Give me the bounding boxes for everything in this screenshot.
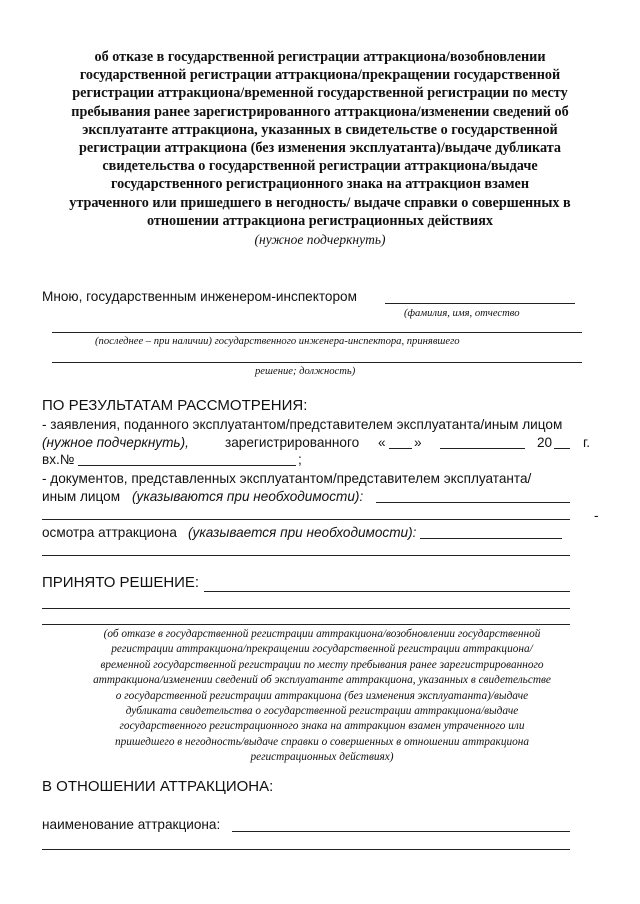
- inspector-label: Мною, государственным инженером-инспектором: [42, 289, 357, 304]
- inspection-note: (указывается при необходимости):: [188, 525, 417, 540]
- decision-note-line: временной государственной регистрации по месту пребывания ранее зарегистрированного: [100, 658, 544, 671]
- application-note: (нужное подчеркнуть),: [42, 435, 189, 450]
- inspector-line-2[interactable]: [52, 332, 582, 333]
- title-line: государственного регистрационного знака на аттракцион взамен: [110, 176, 530, 193]
- decision-note: [52, 627, 592, 766]
- title-line: свидетельства о государственной регистрации аттракциона/выдаче: [102, 158, 538, 175]
- inspection-label: осмотра аттракциона: [42, 525, 177, 540]
- inspector-name-field[interactable]: [385, 303, 575, 304]
- inspection-field[interactable]: [420, 538, 562, 539]
- semicolon: ;: [298, 452, 302, 467]
- inspector-caption-1: (фамилия, имя, отчество: [404, 308, 520, 319]
- inspector-caption-2: (последнее – при наличии) государственного инженера-инспектора, принявшего: [95, 336, 460, 347]
- inspector-caption-3: решение; должность): [255, 366, 356, 377]
- incoming-number-label: вх.№: [42, 452, 75, 467]
- day-field[interactable]: [389, 448, 412, 449]
- year-suffix: г.: [583, 435, 591, 450]
- documents-line: - документов, представленных эксплуатантом/представителем эксплуатанта/: [42, 471, 532, 486]
- attraction-name-field-2[interactable]: [42, 849, 570, 850]
- title-line: регистрации аттракциона (без изменения эксплуатанта)/выдаче дубликата: [79, 140, 561, 157]
- registered-label: зарегистрированного: [225, 435, 360, 450]
- decision-field-1[interactable]: [204, 591, 570, 592]
- decision-field-3[interactable]: [42, 624, 570, 625]
- document-title: [40, 48, 600, 230]
- decision-note-line: (об отказе в государственной регистрации аттракциона/возобновлении государственной: [103, 628, 541, 640]
- title-line: отношении аттракциона регистрационных действиях: [146, 212, 493, 229]
- title-line: эксплуатанте аттракциона, указанных в свидетельстве о государственной: [82, 121, 558, 138]
- title-note: (нужное подчеркнуть): [254, 232, 386, 247]
- decision-field-2[interactable]: [42, 608, 570, 609]
- title-line: об отказе в государственной регистрации аттракциона/возобновлении: [94, 49, 546, 65]
- title-line: пребывания ранее зарегистрированного аттракциона/изменении сведений об: [71, 103, 569, 120]
- quote-open: «: [378, 435, 386, 450]
- title-line: регистрации аттракциона/временной государственной регистрации по месту: [72, 85, 568, 102]
- review-heading: ПО РЕЗУЛЬТАТАМ РАССМОТРЕНИЯ:: [42, 397, 308, 414]
- quote-close: »: [414, 435, 422, 450]
- documents-label: иным лицом: [42, 489, 121, 504]
- decision-heading: ПРИНЯТО РЕШЕНИЕ:: [42, 574, 200, 591]
- attraction-heading: В ОТНОШЕНИИ АТТРАКЦИОНА:: [42, 778, 274, 795]
- inspector-line-3[interactable]: [52, 362, 582, 363]
- attraction-name-field[interactable]: [232, 831, 570, 832]
- inspection-field-2[interactable]: [42, 555, 570, 556]
- title-line: утраченного или пришедшего в негодность/ выдаче справки о совершенных в: [69, 194, 571, 211]
- documents-note: (указываются при необходимости):: [132, 489, 364, 504]
- title-line: государственной регистрации аттракциона/прекращении государственной: [79, 67, 561, 84]
- documents-field[interactable]: [376, 502, 570, 503]
- month-field[interactable]: [440, 448, 525, 449]
- decision-note-line: регистрации аттракциона/прекращении государственной регистрации аттракциона/: [111, 643, 533, 656]
- decision-note-line: о государственной регистрации аттракциона (без изменения эксплуатанта)/выдаче: [115, 689, 529, 702]
- decision-note-line: государственного регистрационного знака на аттракцион взамен утраченного или: [119, 720, 525, 733]
- decision-note-line: аттракциона/изменении сведений об эксплуатанте аттракциона, указанных в свидетельстве: [93, 674, 551, 687]
- incoming-number-field[interactable]: [78, 465, 296, 466]
- documents-field-2[interactable]: [42, 519, 570, 520]
- stray-dash: -: [594, 508, 599, 523]
- decision-note-line: регистрационных действиях): [250, 751, 394, 764]
- decision-note-line: пришедшего в негодность/выдаче справки о совершенных в отношении аттракциона: [114, 735, 530, 748]
- application-line: - заявления, поданного эксплуатантом/представителем эксплуатанта/иным лицом: [42, 417, 563, 432]
- year-field[interactable]: [554, 448, 570, 449]
- decision-note-line: дубликата свидетельства о государственной регистрации аттракциона/выдаче: [125, 705, 519, 718]
- year-prefix: 20: [537, 435, 553, 450]
- attraction-name-label: наименование аттракциона:: [42, 817, 221, 832]
